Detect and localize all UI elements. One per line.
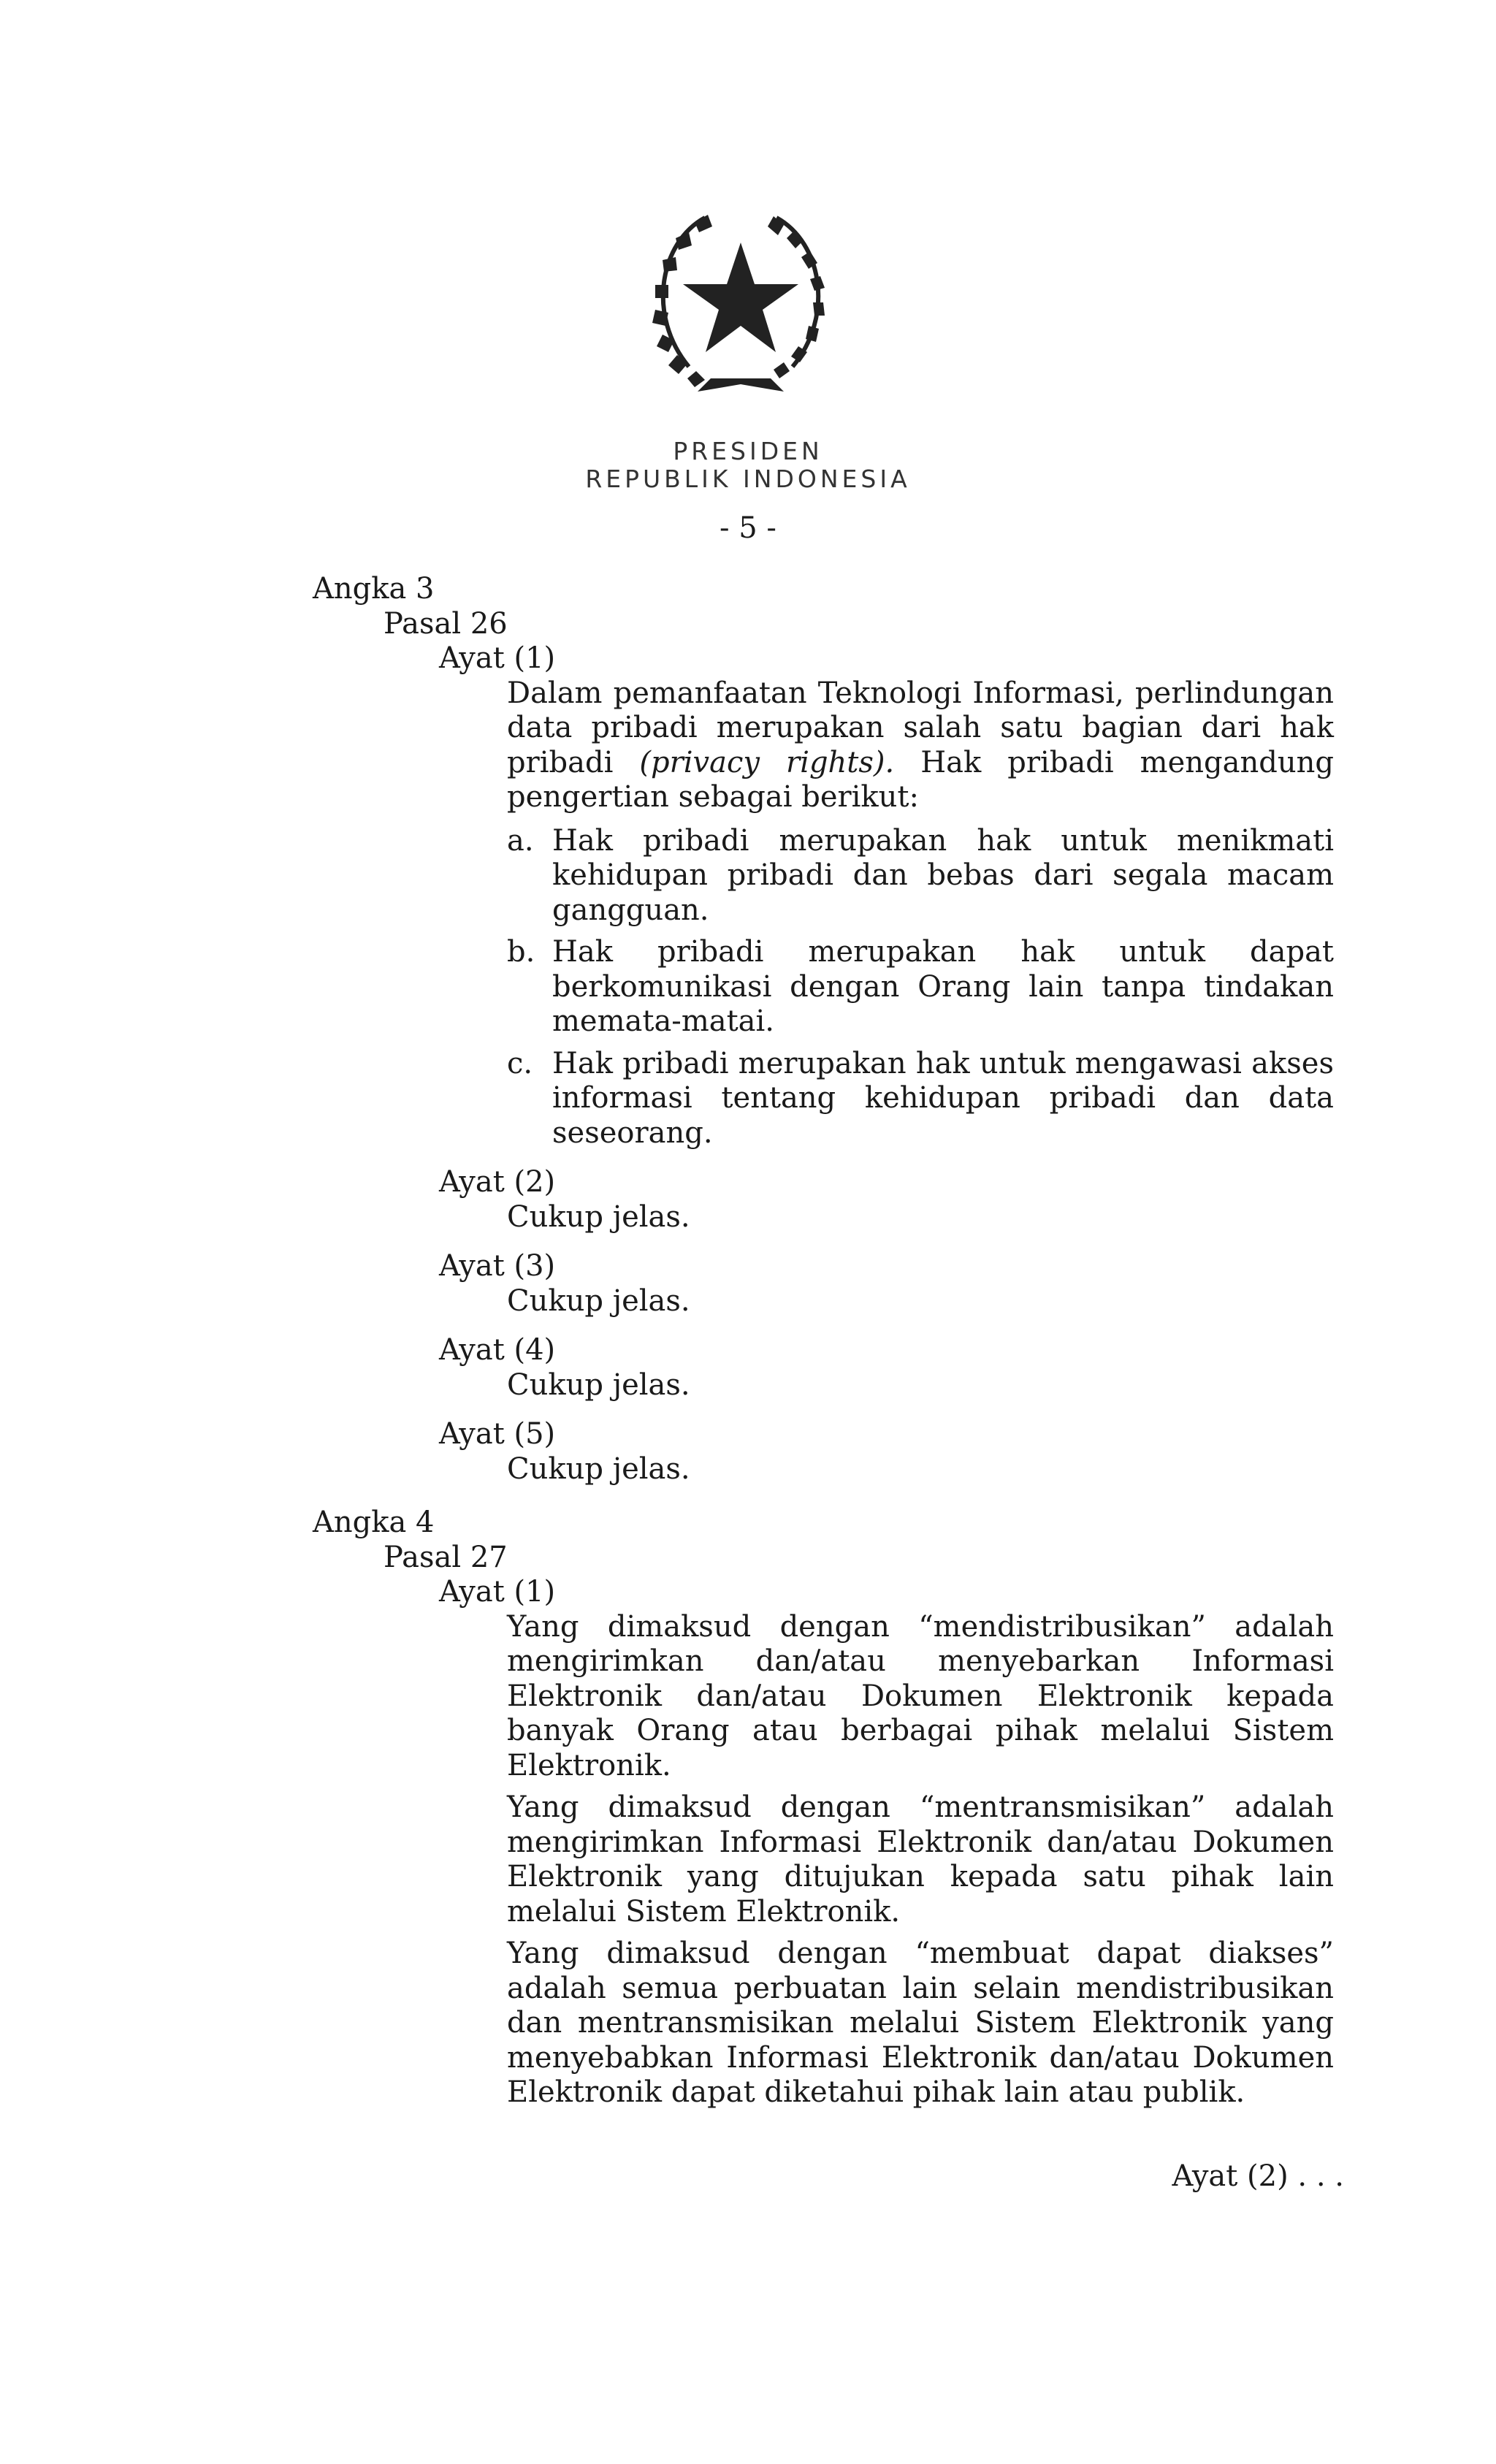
list-item-text: Hak pribadi merupakan hak untuk menikmati kehidupan pribadi dan bebas dari segala macam gangguan. <box>552 823 1334 927</box>
ayat-3-section <box>0 1249 1496 1319</box>
document-body <box>0 572 1496 2110</box>
ayat-heading: Ayat (4) <box>439 1333 556 1367</box>
definition-paragraph: Yang dimaksud dengan “mendistribusikan” adalah mengirimkan dan/atau menyebarkan Informasi Elektronik dan/atau Dokumen Elektronik kepada banyak Orang atau berbagai pihak melalui Sistem Elektronik. <box>507 1609 1334 1782</box>
pasal-26-ayat-1-intro <box>507 676 1334 815</box>
angka-4-heading: Angka 4 <box>313 1506 435 1539</box>
ayat-1-heading: Ayat (1) <box>439 1575 556 1609</box>
pasal-27-heading: Pasal 27 <box>383 1540 508 1574</box>
list-item-text: Hak pribadi merupakan hak untuk mengawasi akses informasi tentang kehidupan pribadi dan data seseorang. <box>552 1046 1334 1150</box>
list-item-text: Hak pribadi merupakan hak untuk dapat berkomunikasi dengan Orang lain tanpa tindakan memata-matai. <box>552 935 1334 1038</box>
pasal-26-heading: Pasal 26 <box>383 606 508 641</box>
ayat-heading: Ayat (2) <box>439 1165 556 1199</box>
intro-text-2: Hak pribadi mengandung pengertian sebagai berikut: <box>507 745 1334 814</box>
ayat-1-heading: Ayat (1) <box>439 641 556 675</box>
header-republic: REPUBLIK INDONESIA <box>585 465 911 493</box>
list-item-label: a. <box>507 823 534 858</box>
list-item-label: b. <box>507 935 535 969</box>
intro-italic-term: (privacy rights). <box>639 745 895 779</box>
header-president: PRESIDEN <box>673 437 823 465</box>
intro-text-1: Dalam pemanfaatan Teknologi Informasi, perlindungan data pribadi merupakan salah satu bagian dari hak pribadi <box>507 676 1334 779</box>
ayat-heading: Ayat (5) <box>439 1417 556 1451</box>
ayat-text: Cukup jelas. <box>507 1199 690 1234</box>
ayat-text: Cukup jelas. <box>507 1368 690 1402</box>
list-item <box>507 1047 1334 1151</box>
list-item <box>507 935 1334 1040</box>
continuation-marker: Ayat (2) . . . <box>1172 2159 1344 2193</box>
page-number: - 5 - <box>720 511 776 545</box>
list-item-label: c. <box>507 1046 533 1080</box>
privacy-rights-list <box>507 824 1334 1151</box>
angka-3-heading: Angka 3 <box>313 572 435 606</box>
ayat-4-section <box>0 1333 1496 1403</box>
ayat-text: Cukup jelas. <box>507 1452 690 1486</box>
ayat-text: Cukup jelas. <box>507 1284 690 1318</box>
ayat-5-section <box>0 1417 1496 1487</box>
definition-paragraph: Yang dimaksud dengan “mentransmisikan” adalah mengirimkan Informasi Elektronik dan/atau Dokumen Elektronik yang ditujukan kepada satu pihak lain melalui Sistem Elektronik. <box>507 1790 1334 1929</box>
ayat-2-section <box>0 1165 1496 1235</box>
list-item <box>507 824 1334 928</box>
definition-paragraph: Yang dimaksud dengan “membuat dapat diakses” adalah semua perbuatan lain selain mendistribusikan dan mentransmisikan melalui Sistem Elektronik yang menyebabkan Informasi Elektronik dan/atau Dokumen Elektronik dapat diketahui pihak lain atau publik. <box>507 1937 1334 2109</box>
ayat-heading: Ayat (3) <box>439 1249 556 1283</box>
garuda-star-emblem <box>638 206 844 397</box>
